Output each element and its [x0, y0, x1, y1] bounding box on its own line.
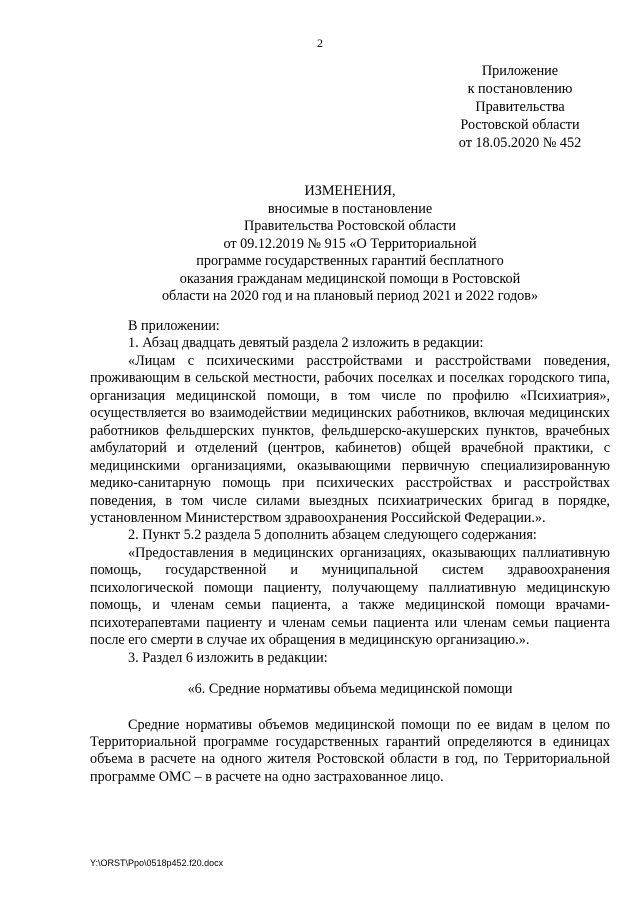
paragraph-intro: В приложении: — [128, 318, 220, 334]
paragraph-item-3: 3. Раздел 6 изложить в редакции: — [128, 649, 328, 666]
appendix-line: от 18.05.2020 № 452 — [458, 135, 582, 152]
paragraph-item-2: 2. Пункт 5.2 раздела 5 дополнить абзацем следующего содержания: — [128, 527, 537, 544]
appendix-line: Правительства — [475, 99, 565, 116]
document-body — [90, 318, 610, 786]
title-line: от 09.12.2019 № 915 «О Территориальной — [223, 235, 477, 252]
appendix-line: к постановлению — [467, 81, 573, 98]
appendix-line: Ростовской области — [460, 117, 580, 134]
page-number: 2 — [317, 36, 323, 50]
paragraph-quote-2: «Предоставления в медицинских организациях, оказывающих паллиативную помощь, государственной и муниципальной систем здравоохранения психологической помощи пациенту, получающему паллиативную медицинскую помощь, и членам семьи пациента, а также медицинской помощи врачами-психотерапевтами пациенту и членам семьи пациента или членам семьи пациента после его смерти в случае их обращения в медицинскую организацию.». — [90, 544, 610, 649]
section-heading: «6. Средние нормативы объема медицинской помощи — [187, 681, 513, 698]
title-line: программе государственных гарантий бесплатного — [196, 253, 504, 269]
document-title — [150, 183, 550, 306]
paragraph-item-1: 1. Абзац двадцать девятый раздела 2 изложить в редакции: — [128, 335, 484, 352]
file-path-footer: Y:\ORST\Ppo\0518p452.f20.docx — [90, 858, 224, 868]
title-line: вносимые в постановление — [267, 200, 433, 217]
appendix-block — [440, 62, 600, 152]
title-line: области на 2020 год и на плановый период 2021 и 2022 годов» — [161, 288, 539, 304]
title-line: Правительства Ростовской области — [244, 218, 456, 234]
title-heading: ИЗМЕНЕНИЯ, — [304, 183, 396, 199]
title-line: оказания гражданам медицинской помощи в Ростовской — [179, 270, 521, 287]
appendix-line: Приложение — [481, 63, 559, 79]
paragraph-norms: Средние нормативы объемов медицинской помощи по ее видам в целом по Территориальной программе государственных гарантий определяются в единицах объема в расчете на одного жителя Ростовской области в год, по Территориальной программе ОМС – в расчете на одно застрахованное лицо. — [90, 716, 610, 785]
paragraph-quote-1: «Лицам с психическими расстройствами и расстройствами поведения, проживающим в сельской местности, рабочих поселках и поселках городского типа, организация медицинской помощи, в том числе по профилю «Психиатрия», осуществляется во взаимодействии медицинских работников, включая медицинских работников фельдшерских пунктов, фельдшерско-акушерских пунктов, врачебных амбулаторий и отделений (центров, кабинетов) общей врачебной практики, с медицинскими организациями, оказывающими первичную специализированную медико-санитарную помощь при психических расстройствах и расстройствах поведения, в том числе силами выездных психиатрических бригад в порядке, установленном Министерством здравоохранения Российской Федерации.». — [90, 352, 610, 526]
